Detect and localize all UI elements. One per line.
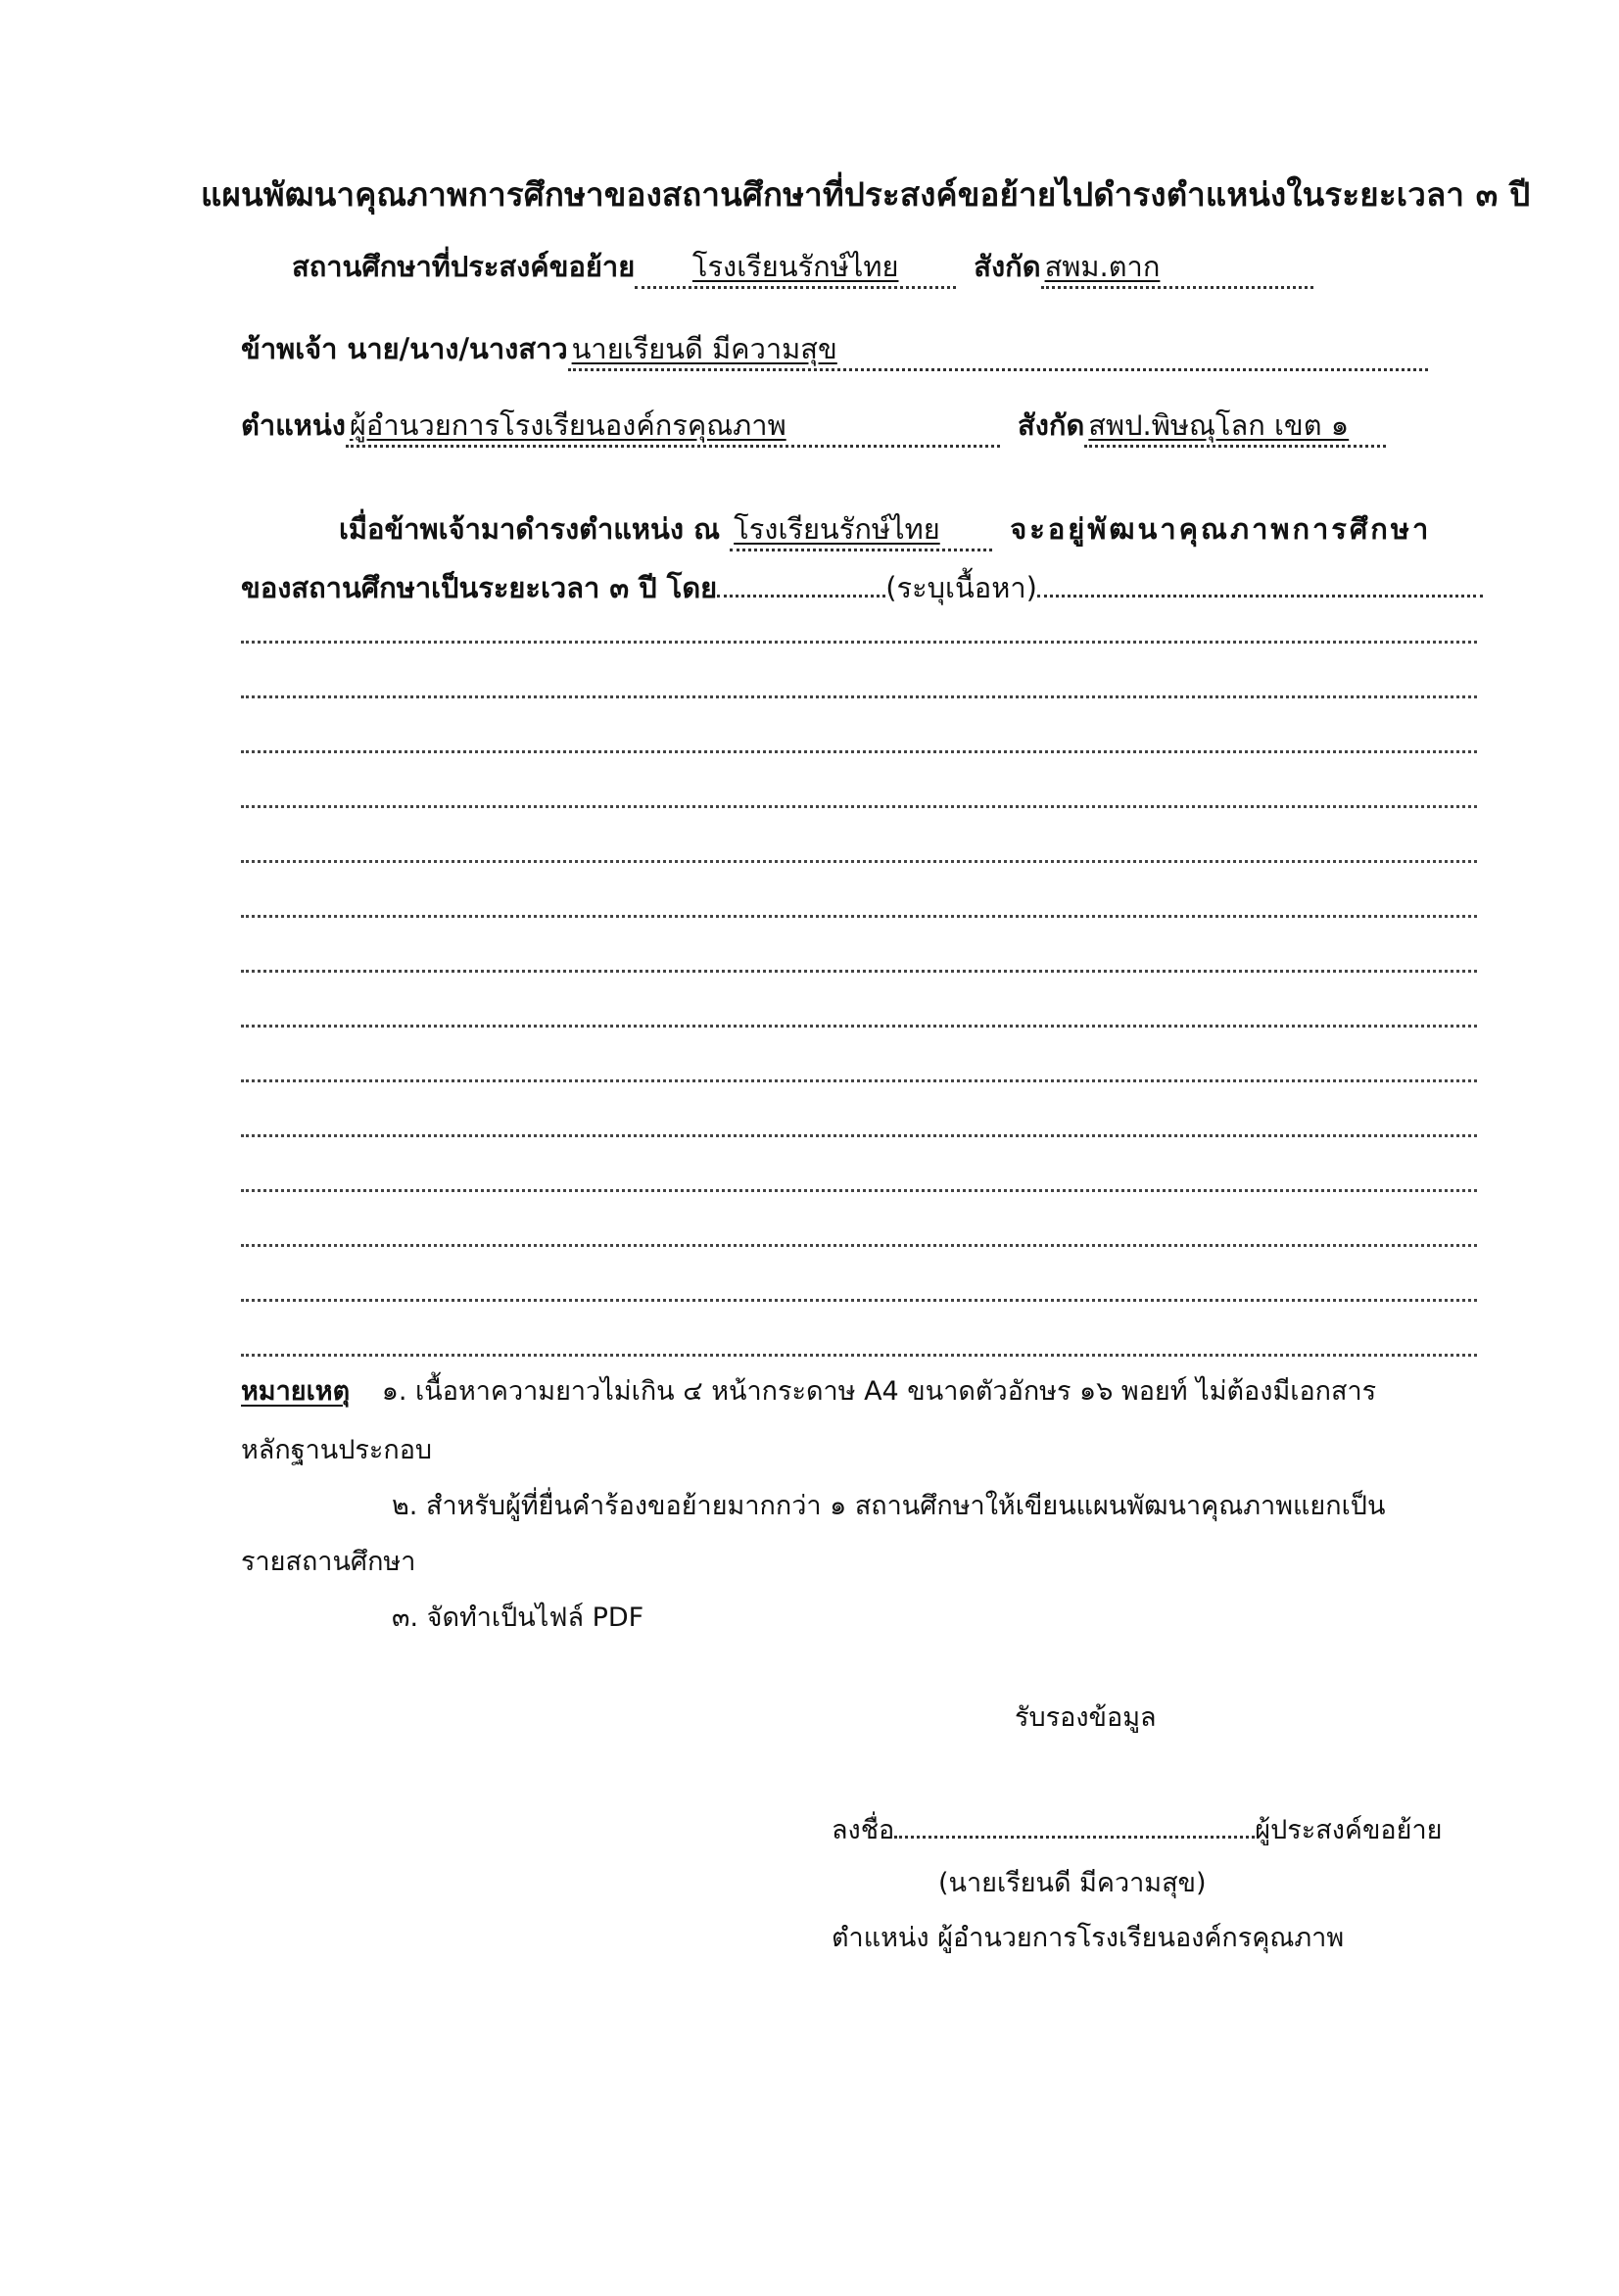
blank-line bbox=[241, 805, 1477, 808]
blank-line bbox=[241, 860, 1477, 863]
position-affiliation-label: สังกัด bbox=[1018, 408, 1085, 442]
blank-line bbox=[241, 915, 1477, 918]
signature-line bbox=[832, 1810, 1442, 1849]
statement-line-1 bbox=[339, 509, 1431, 551]
document-title: แผนพัฒนาคุณภาพการศึกษาของสถานศึกษาที่ประสงค์ขอย้ายไปดำรงตำแหน่งในระยะเวลา ๓ ปี bbox=[201, 175, 1531, 214]
statement-line-2 bbox=[241, 565, 1483, 607]
affiliation-label: สังกัด bbox=[974, 250, 1041, 283]
signer-name: (นายเรียนดี มีความสุข) bbox=[938, 1868, 1207, 1898]
blank-line bbox=[241, 1354, 1477, 1357]
note-item-2: ๒. สำหรับผู้ที่ยื่นคำร้องขอย้ายมากกว่า ๑ สถานศึกษาให้เขียนแผนพัฒนาคุณภาพแยกเป็น bbox=[392, 1491, 1386, 1521]
name-line bbox=[241, 329, 1428, 371]
statement-part1: เมื่อข้าพเจ้ามาดำรงตำแหน่ง ณ bbox=[339, 512, 721, 546]
blank-line bbox=[241, 1189, 1477, 1192]
note-item-1-continued: หลักฐานประกอบ bbox=[241, 1435, 433, 1465]
note-item-1 bbox=[241, 1373, 1376, 1411]
note-item-2-continued: รายสถานศึกษา bbox=[241, 1547, 416, 1577]
statement-school: โรงเรียนรักษ์ไทย bbox=[730, 509, 992, 551]
blank-line bbox=[241, 750, 1477, 753]
statement-trailing-blank bbox=[1037, 565, 1483, 598]
blank-line bbox=[241, 1025, 1477, 1028]
school-value: โรงเรียนรักษ์ไทย bbox=[635, 247, 956, 289]
sign-suffix: ผู้ประสงค์ขอย้าย bbox=[1255, 1815, 1443, 1845]
statement-blank bbox=[717, 565, 885, 598]
blank-line bbox=[241, 970, 1477, 973]
blank-line bbox=[241, 641, 1477, 644]
signer-position: ตำแหน่ง ผู้อำนวยการโรงเรียนองค์กรคุณภาพ bbox=[832, 1923, 1345, 1953]
school-label: สถานศึกษาที่ประสงค์ขอย้าย bbox=[292, 250, 636, 283]
statement-hint: (ระบุเนื้อหา) bbox=[885, 571, 1037, 604]
note-item-3: ๓. จัดทำเป็นไฟล์ PDF bbox=[392, 1602, 644, 1633]
position-line bbox=[241, 406, 1386, 448]
school-line bbox=[292, 247, 1313, 289]
name-value: นายเรียนดี มีความสุข bbox=[568, 329, 1428, 371]
note-title: หมายเหตุ bbox=[241, 1376, 351, 1407]
blank-line bbox=[241, 1244, 1477, 1247]
blank-line bbox=[241, 1079, 1477, 1082]
signature-blank bbox=[894, 1810, 1255, 1839]
certify-label: รับรองข้อมูล bbox=[1015, 1702, 1157, 1733]
affiliation-value: สพม.ตาก bbox=[1041, 247, 1313, 289]
position-affiliation-value: สพป.พิษณุโลก เขต ๑ bbox=[1084, 406, 1386, 448]
position-label: ตำแหน่ง bbox=[241, 408, 346, 442]
sign-label: ลงชื่อ bbox=[832, 1815, 895, 1845]
blank-line bbox=[241, 695, 1477, 698]
blank-line bbox=[241, 1134, 1477, 1137]
blank-line bbox=[241, 1299, 1477, 1302]
name-label: ข้าพเจ้า นาย/นาง/นางสาว bbox=[241, 332, 568, 365]
note-item-1-text: ๑. เนื้อหาความยาวไม่เกิน ๔ หน้ากระดาษ A4 ขนาดตัวอักษร ๑๖ พอยท์ ไม่ต้องมีเอกสาร bbox=[381, 1376, 1377, 1407]
statement-line2-prefix: ของสถานศึกษาเป็นระยะเวลา ๓ ปี โดย bbox=[241, 571, 718, 604]
position-value: ผู้อำนวยการโรงเรียนองค์กรคุณภาพ bbox=[346, 406, 1000, 448]
statement-part2: จะอยู่พัฒนาคุณภาพการศึกษา bbox=[1010, 512, 1432, 546]
